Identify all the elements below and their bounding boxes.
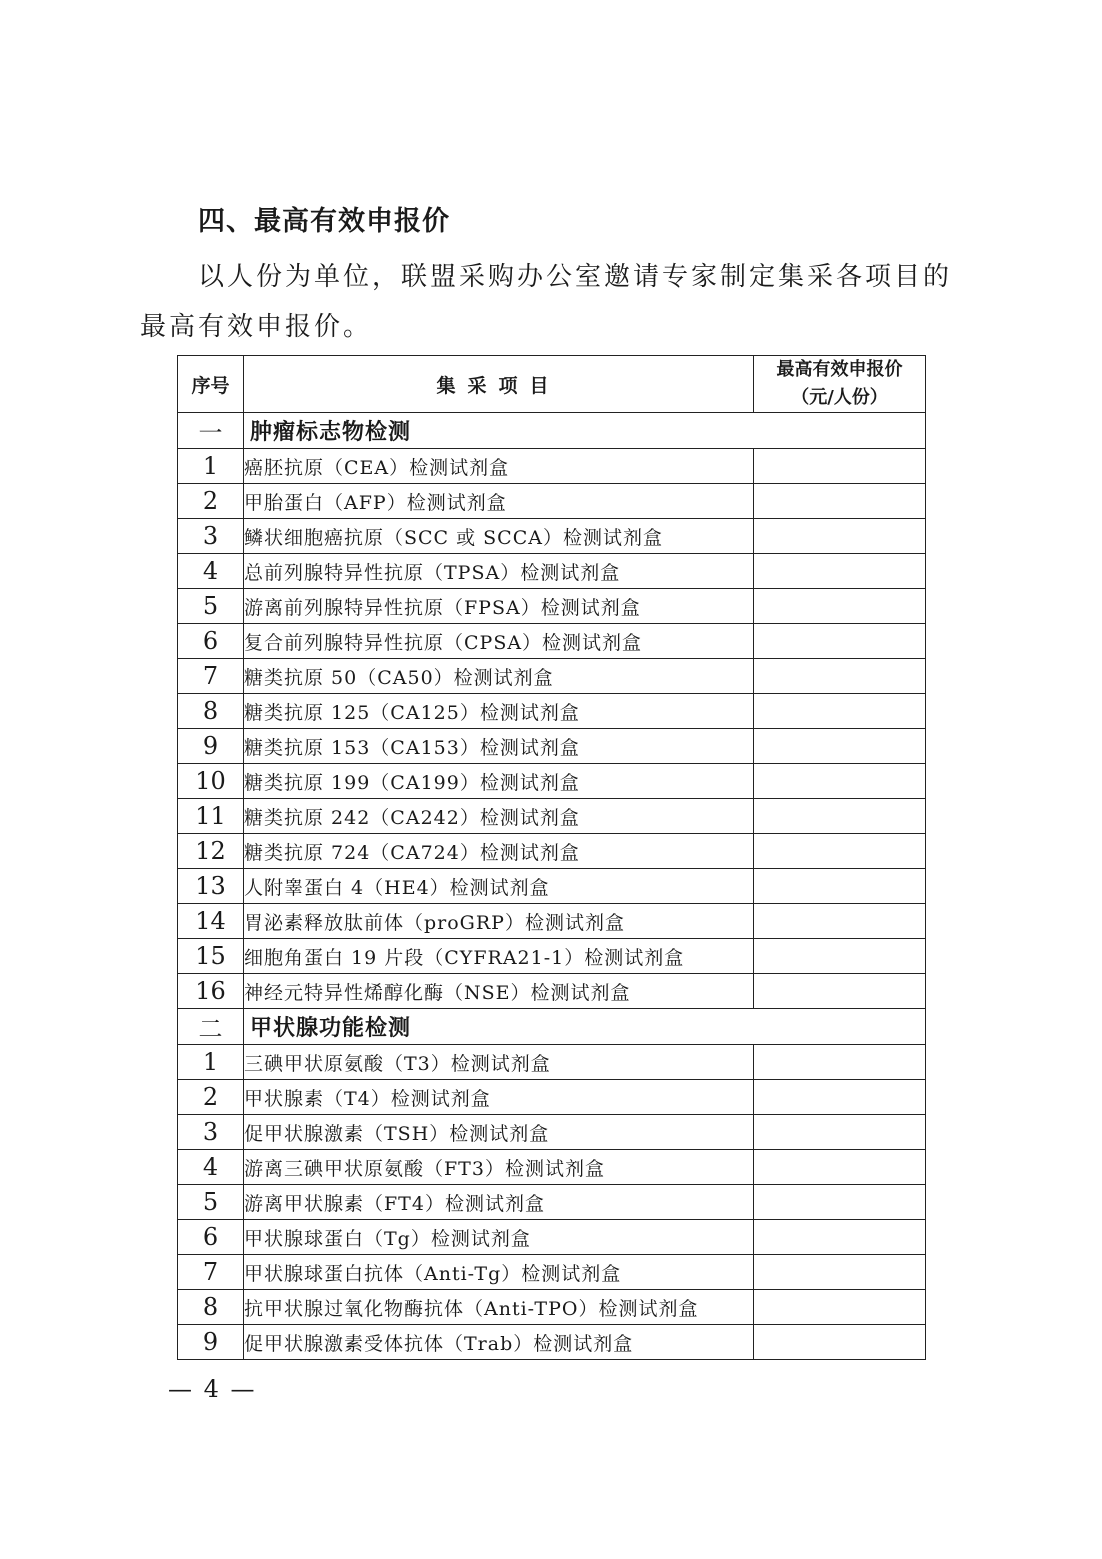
row-price — [754, 939, 926, 974]
row-seq: 8 — [178, 694, 244, 729]
row-price — [754, 1115, 926, 1150]
table-row — [178, 869, 926, 904]
intro-paragraph: 以人份为单位，联盟采购办公室邀请专家制定集采各项目的最高有效申报价。 — [140, 262, 953, 342]
table-row — [178, 1325, 926, 1360]
row-price — [754, 974, 926, 1009]
table-row — [178, 449, 926, 484]
row-item: 促甲状腺激素受体抗体（Trab）检测试剂盒 — [244, 1325, 754, 1360]
header-price-line2: （元/人份） — [791, 387, 888, 408]
row-item: 游离前列腺特异性抗原（FPSA）检测试剂盒 — [244, 589, 754, 624]
table-row — [178, 1290, 926, 1325]
table-body — [178, 413, 926, 1360]
row-price — [754, 519, 926, 554]
row-seq: 7 — [178, 1255, 244, 1290]
row-seq: 2 — [178, 1080, 244, 1115]
row-seq: 5 — [178, 1185, 244, 1220]
row-price — [754, 764, 926, 799]
table-row — [178, 974, 926, 1009]
table-row — [178, 554, 926, 589]
price-table — [177, 355, 926, 1360]
row-item: 甲状腺球蛋白（Tg）检测试剂盒 — [244, 1220, 754, 1255]
row-seq: 2 — [178, 484, 244, 519]
header-price-line1: 最高有效申报价 — [776, 359, 903, 380]
page-number: — 4 — — [168, 1375, 257, 1403]
row-price — [754, 449, 926, 484]
row-seq: 9 — [178, 729, 244, 764]
row-item: 糖类抗原 199（CA199）检测试剂盒 — [244, 764, 754, 799]
section-title: 甲状腺功能检测 — [244, 1009, 926, 1045]
table-row — [178, 624, 926, 659]
section-row — [178, 413, 926, 449]
section-row — [178, 1009, 926, 1045]
table-row — [178, 1045, 926, 1080]
table-row — [178, 1255, 926, 1290]
row-seq: 9 — [178, 1325, 244, 1360]
row-item: 甲胎蛋白（AFP）检测试剂盒 — [244, 484, 754, 519]
row-seq: 12 — [178, 834, 244, 869]
table-row — [178, 659, 926, 694]
row-price — [754, 624, 926, 659]
row-item: 促甲状腺激素（TSH）检测试剂盒 — [244, 1115, 754, 1150]
row-price — [754, 694, 926, 729]
row-price — [754, 799, 926, 834]
section-title: 肿瘤标志物检测 — [244, 413, 926, 449]
row-price — [754, 1150, 926, 1185]
row-seq: 7 — [178, 659, 244, 694]
row-seq: 5 — [178, 589, 244, 624]
table-row — [178, 1185, 926, 1220]
row-item: 人附睾蛋白 4（HE4）检测试剂盒 — [244, 869, 754, 904]
row-item: 细胞角蛋白 19 片段（CYFRA21-1）检测试剂盒 — [244, 939, 754, 974]
table-header-row — [178, 356, 926, 413]
row-seq: 8 — [178, 1290, 244, 1325]
row-seq: 16 — [178, 974, 244, 1009]
row-seq: 4 — [178, 554, 244, 589]
section-heading: 四、最高有效申报价 — [198, 206, 450, 237]
row-seq: 14 — [178, 904, 244, 939]
row-price — [754, 659, 926, 694]
row-price — [754, 1220, 926, 1255]
header-item: 集采项目 — [244, 356, 754, 413]
row-seq: 6 — [178, 624, 244, 659]
row-item: 胃泌素释放肽前体（proGRP）检测试剂盒 — [244, 904, 754, 939]
table-row — [178, 519, 926, 554]
row-seq: 11 — [178, 799, 244, 834]
row-seq: 6 — [178, 1220, 244, 1255]
row-item: 三碘甲状原氨酸（T3）检测试剂盒 — [244, 1045, 754, 1080]
row-seq: 15 — [178, 939, 244, 974]
row-price — [754, 834, 926, 869]
row-item: 糖类抗原 153（CA153）检测试剂盒 — [244, 729, 754, 764]
row-item: 神经元特异性烯醇化酶（NSE）检测试剂盒 — [244, 974, 754, 1009]
row-item: 甲状腺素（T4）检测试剂盒 — [244, 1080, 754, 1115]
row-price — [754, 1255, 926, 1290]
section-number: 一 — [178, 413, 244, 449]
row-price — [754, 904, 926, 939]
row-item: 糖类抗原 125（CA125）检测试剂盒 — [244, 694, 754, 729]
row-seq: 1 — [178, 449, 244, 484]
row-price — [754, 1185, 926, 1220]
row-item: 糖类抗原 724（CA724）检测试剂盒 — [244, 834, 754, 869]
header-price — [754, 356, 926, 413]
row-seq: 13 — [178, 869, 244, 904]
row-item: 癌胚抗原（CEA）检测试剂盒 — [244, 449, 754, 484]
row-seq: 3 — [178, 1115, 244, 1150]
row-seq: 3 — [178, 519, 244, 554]
row-seq: 10 — [178, 764, 244, 799]
table-row — [178, 764, 926, 799]
row-price — [754, 1325, 926, 1360]
table-row — [178, 484, 926, 519]
row-price — [754, 1080, 926, 1115]
row-item: 复合前列腺特异性抗原（CPSA）检测试剂盒 — [244, 624, 754, 659]
table-row — [178, 1080, 926, 1115]
row-seq: 1 — [178, 1045, 244, 1080]
row-item: 抗甲状腺过氧化物酶抗体（Anti-TPO）检测试剂盒 — [244, 1290, 754, 1325]
table-row — [178, 939, 926, 974]
section-number: 二 — [178, 1009, 244, 1045]
row-price — [754, 1290, 926, 1325]
row-item: 甲状腺球蛋白抗体（Anti-Tg）检测试剂盒 — [244, 1255, 754, 1290]
row-price — [754, 484, 926, 519]
row-price — [754, 869, 926, 904]
header-seq: 序号 — [178, 356, 244, 413]
table-row — [178, 799, 926, 834]
row-item: 糖类抗原 50（CA50）检测试剂盒 — [244, 659, 754, 694]
row-item: 游离三碘甲状原氨酸（FT3）检测试剂盒 — [244, 1150, 754, 1185]
table-row — [178, 1115, 926, 1150]
table-row — [178, 729, 926, 764]
table-row — [178, 904, 926, 939]
row-item: 总前列腺特异性抗原（TPSA）检测试剂盒 — [244, 554, 754, 589]
table-row — [178, 1220, 926, 1255]
row-price — [754, 554, 926, 589]
row-seq: 4 — [178, 1150, 244, 1185]
table-row — [178, 694, 926, 729]
row-item: 游离甲状腺素（FT4）检测试剂盒 — [244, 1185, 754, 1220]
row-price — [754, 589, 926, 624]
table-row — [178, 589, 926, 624]
row-item: 鳞状细胞癌抗原（SCC 或 SCCA）检测试剂盒 — [244, 519, 754, 554]
row-price — [754, 1045, 926, 1080]
row-price — [754, 729, 926, 764]
table-row — [178, 1150, 926, 1185]
table-row — [178, 834, 926, 869]
row-item: 糖类抗原 242（CA242）检测试剂盒 — [244, 799, 754, 834]
